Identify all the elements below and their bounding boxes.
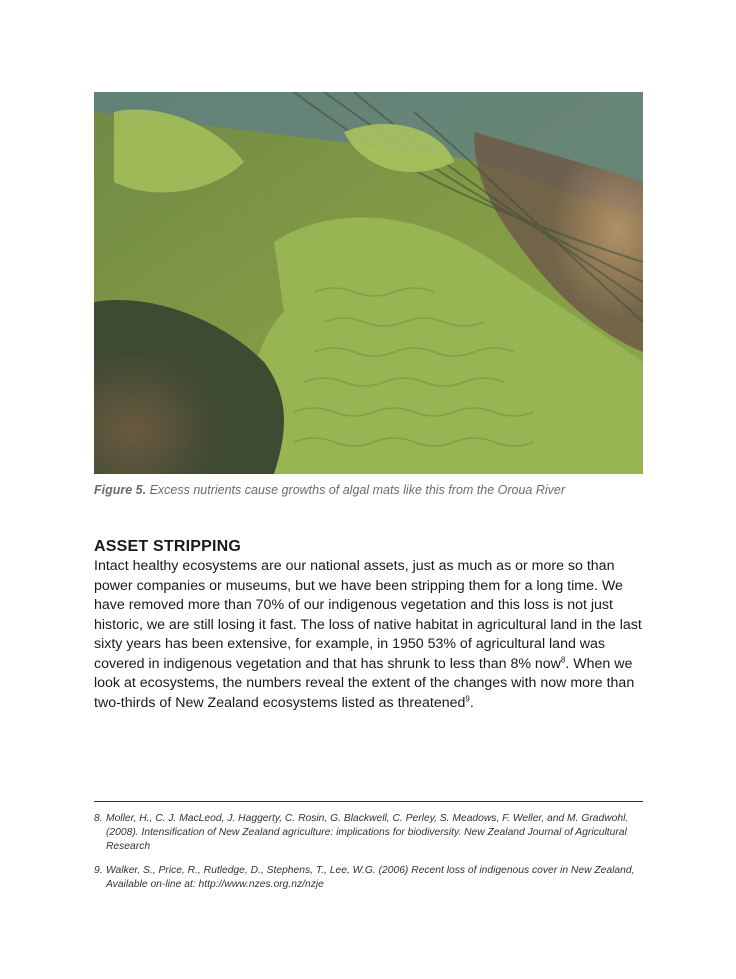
figure-caption-label: Figure 5.	[94, 483, 147, 497]
footnote-item	[94, 812, 646, 854]
figure-caption	[94, 483, 654, 497]
figure-caption-text: Excess nutrients cause growths of algal mats like this from the Oroua River	[146, 483, 566, 497]
footnote-ref-8[interactable]: 8	[560, 654, 566, 664]
footnote-text: Walker, S., Price, R., Rutledge, D., Stephens, T., Lee, W.G. (2006) Recent loss of indigenous cover in New Zealand, Available on-line at: http://www.nzes.org.nz/nzje	[106, 865, 635, 890]
paragraph-part1: Intact healthy ecosystems are our national assets, just as much as or more so than power companies or museums, but we have been stripping them for a long time. We have removed more than 70% of our indigenous vegetation and this loss is not just historic, we are still losing it fast. The loss of native habitat in agricultural land in the last sixty years has been extensive, for example, in 1950 53% of agricultural land was covered in indigenous vegetation and that has shrunk to less than 8% now	[94, 558, 642, 672]
paragraph-part3: .	[469, 694, 474, 711]
footnote-ref-9[interactable]: 9	[465, 693, 470, 703]
footnote-number: 8.	[94, 813, 103, 824]
footnote-text: Moller, H., C. J. MacLeod, J. Haggerty, C. Rosin, G. Blackwell, C. Perley, S. Meadows, F. Weller, and M. Gradwohl. (2008). Intensification of New Zealand agriculture: implications for biodiversity. New Zealand Journal of Agricultural Research	[106, 813, 629, 852]
footnote-item	[94, 864, 646, 892]
section-heading: ASSET STRIPPING	[94, 538, 242, 555]
footnote-number: 9.	[94, 865, 103, 876]
footnotes	[94, 812, 646, 902]
algal-mat-photo	[94, 92, 643, 474]
algal-mat-illustration	[94, 92, 643, 474]
section-paragraph	[94, 557, 646, 713]
paragraph-part2: . When we look at ecosystems, the numbers reveal the extent of the changes with now more than two-thirds of New Zealand ecosystems listed as threatened	[94, 655, 635, 711]
footnote-divider	[94, 801, 643, 802]
